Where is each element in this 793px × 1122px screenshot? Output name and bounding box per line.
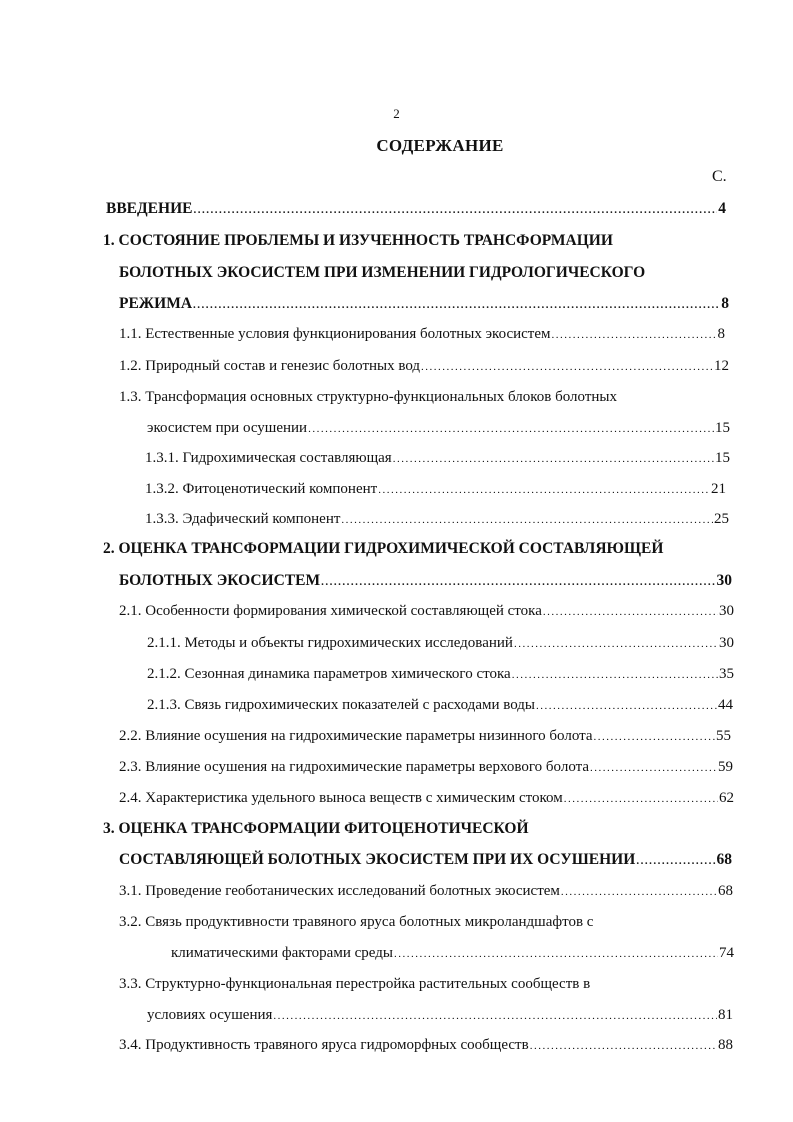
page-column-label: С. [712, 168, 727, 185]
toc-entry-1-3-1 [145, 447, 730, 469]
toc-entry-2-2 [119, 725, 731, 747]
toc-entry-page: 62 [719, 790, 734, 806]
toc-entry-page: 88 [718, 1037, 733, 1053]
toc-entry-chapter-1-line-2 [119, 262, 645, 284]
leader-dots [341, 509, 713, 531]
leader-dots [543, 601, 718, 623]
leader-dots [594, 726, 715, 748]
leader-dots [512, 664, 718, 686]
leader-dots [564, 788, 718, 810]
toc-entry-1-2 [119, 355, 729, 377]
toc-entry-text: ВВЕДЕНИЕ [106, 200, 193, 217]
toc-entry-text: условиях осушения [147, 1007, 273, 1023]
leader-dots [308, 418, 714, 440]
toc-entry-text: 2.2. Влияние осушения на гидрохимические параметры низинного болота [119, 728, 593, 744]
toc-entry-text: 2.1.1. Методы и объекты гидрохимических исследований [147, 635, 513, 651]
toc-entry-introduction [106, 198, 726, 220]
leader-dots [561, 881, 717, 903]
leader-dots [394, 943, 718, 965]
page-number: 2 [393, 106, 400, 121]
toc-entry-page: 8 [717, 326, 725, 342]
toc-entry-page: 25 [714, 511, 729, 527]
toc-entry-text: 3.4. Продуктивность травяного яруса гидроморфных сообществ [119, 1037, 529, 1053]
toc-entry-page: 30 [719, 603, 734, 619]
toc-entry-page: 35 [719, 666, 734, 682]
toc-entry-3-3-line-1 [119, 973, 590, 995]
toc-entry-3-3-line-2 [147, 1004, 733, 1026]
toc-entry-2-4 [119, 787, 734, 809]
toc-entry-page: 30 [716, 572, 732, 589]
toc-entry-3-2-line-2 [171, 942, 734, 964]
toc-entry-chapter-1-line-1 [103, 230, 613, 252]
toc-entry-page: 59 [718, 759, 733, 775]
toc-entry-text: 1.3.1. Гидрохимическая составляющая [145, 450, 392, 466]
toc-entry-text: БОЛОТНЫХ ЭКОСИСТЕМ ПРИ ИЗМЕНЕНИИ ГИДРОЛОГИЧЕСКОГО [119, 264, 646, 281]
toc-entry-1-3-line-2 [147, 417, 730, 439]
toc-entry-text: СОСТАВЛЯЮЩЕЙ БОЛОТНЫХ ЭКОСИСТЕМ ПРИ ИХ ОСУШЕНИИ [119, 851, 636, 868]
leader-dots [590, 757, 717, 779]
toc-entry-text: РЕЖИМА [119, 295, 193, 312]
leader-dots [378, 479, 710, 501]
toc-entry-1-1 [119, 323, 725, 345]
leader-dots [193, 199, 717, 221]
toc-entry-text: 3.3. Структурно-функциональная перестройка растительных сообществ в [119, 976, 591, 992]
toc-entry-1-3-line-1 [119, 386, 617, 408]
toc-entry-2-1-1 [147, 632, 734, 654]
toc-entry-text: 1.1. Естественные условия функционирования болотных экосистем [119, 326, 551, 342]
toc-entry-page: 15 [715, 450, 730, 466]
toc-entry-page: 68 [718, 883, 733, 899]
toc-entry-2-3 [119, 756, 733, 778]
leader-dots [193, 294, 720, 316]
toc-entry-text: БОЛОТНЫХ ЭКОСИСТЕМ [119, 572, 321, 589]
toc-title: СОДЕРЖАНИЕ [376, 136, 504, 155]
toc-entry-page: 68 [716, 851, 732, 868]
toc-entry-page: 74 [719, 945, 734, 961]
leader-dots [421, 356, 713, 378]
toc-entry-text: 2. ОЦЕНКА ТРАНСФОРМАЦИИ ГИДРОХИМИЧЕСКОЙ СОСТАВЛЯЮЩЕЙ [103, 540, 664, 557]
toc-entry-text: климатическими факторами среды [171, 945, 393, 961]
toc-entry-3-4 [119, 1034, 733, 1056]
toc-entry-2-1-3 [147, 694, 733, 716]
toc-entry-text: 2.1. Особенности формирования химической составляющей стока [119, 603, 542, 619]
toc-entry-text: 3.2. Связь продуктивности травяного яруса болотных микроландшафтов с [119, 914, 594, 930]
toc-entry-text: 3. ОЦЕНКА ТРАНСФОРМАЦИИ ФИТОЦЕНОТИЧЕСКОЙ [103, 820, 529, 837]
leader-dots [321, 571, 715, 593]
toc-entry-text: 1.3. Трансформация основных структурно-функциональных блоков болотных [119, 389, 617, 405]
toc-entry-page: 81 [718, 1007, 733, 1023]
toc-entry-text: 1.2. Природный состав и генезис болотных вод [119, 358, 421, 374]
leader-dots [514, 633, 718, 655]
toc-entry-text: 2.1.3. Связь гидрохимических показателей с расходами воды [147, 697, 536, 713]
toc-entry-2-1 [119, 600, 734, 622]
toc-entry-text: 2.1.2. Сезонная динамика параметров химического стока [147, 666, 511, 682]
toc-entry-3-2-line-1 [119, 911, 593, 933]
toc-entry-text: 2.4. Характеристика удельного выноса веществ с химическим стоком [119, 790, 563, 806]
toc-entry-1-3-2 [145, 478, 726, 500]
toc-entry-page: 8 [721, 295, 729, 312]
toc-entry-chapter-3-line-2 [119, 849, 732, 871]
leader-dots [552, 324, 717, 346]
toc-entry-text: 1.3.2. Фитоценотический компонент [145, 481, 378, 497]
toc-entry-1-3-3 [145, 508, 729, 530]
leader-dots [530, 1035, 717, 1057]
toc-entry-text: 1.3.3. Эдафический компонент [145, 511, 341, 527]
toc-entry-page: 55 [716, 728, 731, 744]
toc-entry-page: 12 [714, 358, 729, 374]
toc-entry-3-1 [119, 880, 733, 902]
toc-entry-chapter-2-line-2 [119, 570, 732, 592]
toc-entry-page: 4 [718, 200, 726, 217]
toc-entry-text: 3.1. Проведение геоботанических исследований болотных экосистем [119, 883, 560, 899]
toc-entry-text: экосистем при осушении [147, 420, 308, 436]
toc-entry-text: 2.3. Влияние осушения на гидрохимические параметры верхового болота [119, 759, 590, 775]
toc-entry-page: 44 [718, 697, 733, 713]
toc-entry-chapter-2-line-1 [103, 538, 663, 560]
leader-dots [393, 448, 714, 470]
toc-entry-page: 30 [719, 635, 734, 651]
leader-dots [273, 1005, 717, 1027]
toc-entry-page: 21 [711, 481, 726, 497]
toc-entry-page: 15 [715, 420, 730, 436]
toc-entry-chapter-3-line-1 [103, 818, 529, 840]
leader-dots [636, 850, 715, 872]
toc-entry-2-1-2 [147, 663, 734, 685]
leader-dots [536, 695, 717, 717]
toc-entry-text: 1. СОСТОЯНИЕ ПРОБЛЕМЫ И ИЗУЧЕННОСТЬ ТРАНСФОРМАЦИИ [103, 232, 613, 249]
toc-entry-chapter-1-line-3 [119, 293, 729, 315]
